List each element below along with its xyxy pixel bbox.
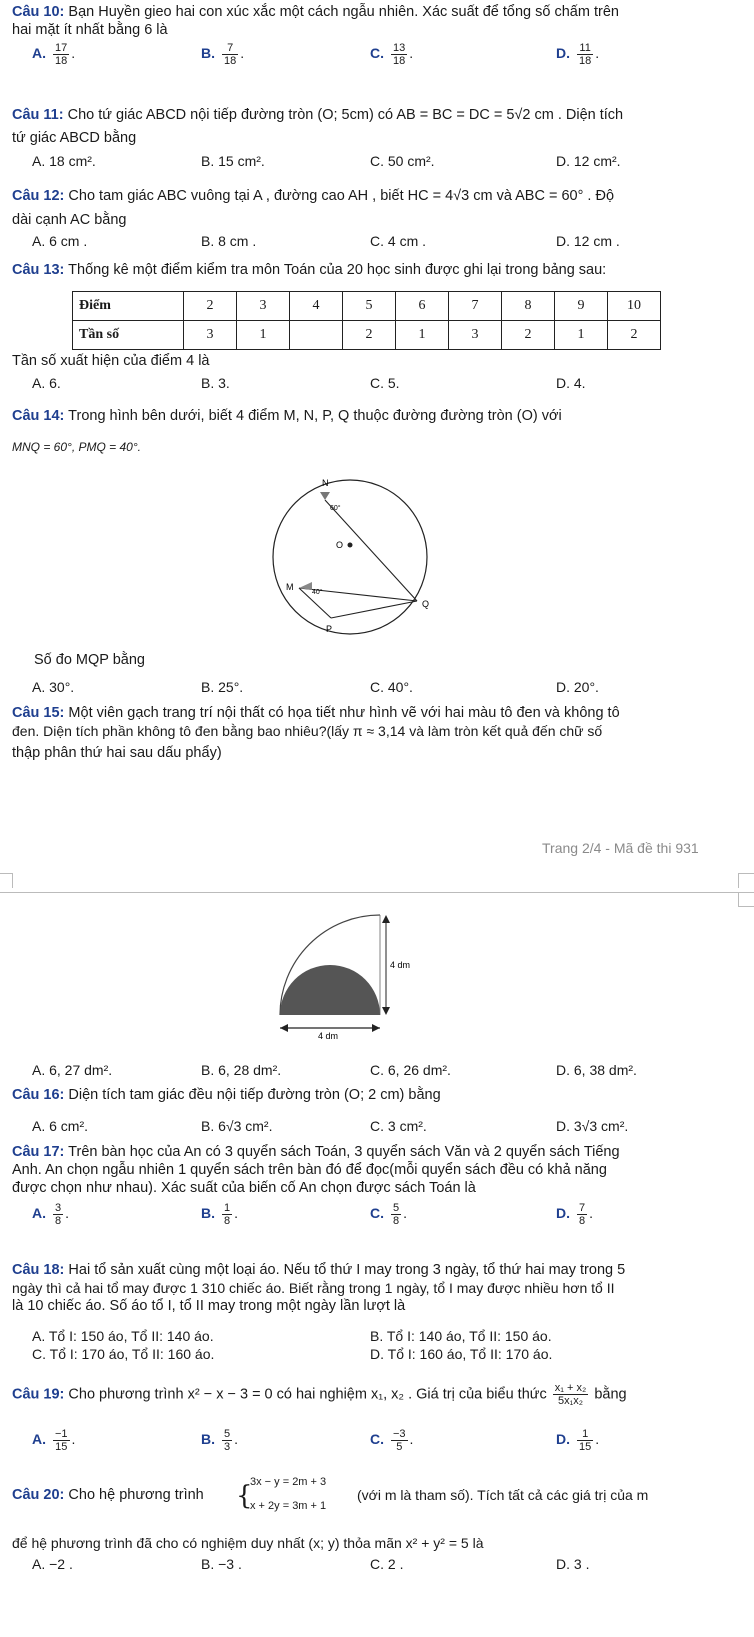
q18-option-d: D. Tổ I: 160 áo, Tổ II: 170 áo.: [370, 1346, 553, 1362]
point-q-label: Q: [422, 599, 430, 609]
q12-option-c: C. 4 cm .: [370, 233, 427, 249]
q15-option-d: D. 6, 38 dm².: [556, 1062, 637, 1078]
q20-option-b: B. −3 .: [201, 1556, 242, 1572]
score-frequency-table: [72, 291, 661, 350]
table-cell: Điểm: [73, 292, 184, 321]
angle-60-label: 60°: [330, 505, 341, 512]
q14-option-b: B. 25°.: [201, 679, 244, 695]
q10-line1: Câu 10: Bạn Huyền gieo hai con xúc xắc một cách ngẫu nhiên. Xác suất để tổng số chấm trên: [12, 4, 619, 20]
black-semicircle: [280, 965, 380, 1015]
q16-option-d: D. 3√3 cm².: [556, 1118, 629, 1134]
q19-line1: Câu 19: Cho phương trình x² − x − 3 = 0 có hai nghiệm x₁, x₂ . Giá trị của biểu thức $\frac{\text{x₁ + x₂}}{\text{5x₁x₂}}$ bằng: [12, 1382, 627, 1407]
q14-option-d: D. 20°.: [556, 679, 599, 695]
q14-option-c: C. 40°.: [370, 679, 413, 695]
q14-line3: Số đo MQP bằng: [34, 652, 145, 668]
q12-option-d: D. 12 cm .: [556, 233, 620, 249]
q19-option-c: C. $\frac{-3}{5}$ .: [370, 1428, 414, 1453]
table-cell: Tần số: [73, 321, 184, 350]
table-cell: 2: [608, 321, 661, 350]
q17-option-b: B. $\frac{1}{8}$ .: [201, 1202, 239, 1227]
q11-option-d: D. 12 cm².: [556, 153, 621, 169]
q13-option-d: D. 4.: [556, 375, 586, 391]
q13-line1: Câu 13: Thống kê một điểm kiểm tra môn Toán của 20 học sinh được ghi lại trong bảng sau:: [12, 262, 607, 278]
q19-option-a: A. $\frac{-1}{15}$ .: [32, 1428, 76, 1453]
q20-line1: Câu 20: Cho hệ phương trình: [12, 1487, 204, 1503]
q12-option-b: B. 8 cm .: [201, 233, 257, 249]
q14-option-a: A. 30°.: [32, 679, 75, 695]
page-corner-mark: [738, 892, 754, 907]
q15-line3: thập phân thứ hai sau dấu phẩy): [12, 745, 222, 761]
table-cell: 9: [555, 292, 608, 321]
q18-option-b: B. Tổ I: 140 áo, Tổ II: 150 áo.: [370, 1328, 552, 1344]
table-header-row: [73, 292, 661, 321]
q17-option-a: A. $\frac{3}{8}$ .: [32, 1202, 70, 1227]
point-o-label: O: [336, 540, 344, 550]
circle-figure: [270, 470, 450, 640]
table-cell: 6: [396, 292, 449, 321]
q18-option-a: A. Tổ I: 150 áo, Tổ II: 140 áo.: [32, 1328, 214, 1344]
q16-line1: Câu 16: Diện tích tam giác đều nội tiếp đường tròn (O; 2 cm) bằng: [12, 1087, 441, 1103]
circle-o: [273, 480, 430, 634]
table-cell: 5: [343, 292, 396, 321]
q12-option-a: A. 6 cm .: [32, 233, 88, 249]
q18-line1: Câu 18: Hai tổ sản xuất cùng một loại áo. Nếu tổ thứ I may trong 3 ngày, tổ thứ hai may trong 5: [12, 1262, 626, 1278]
q15-option-b: B. 6, 28 dm².: [201, 1062, 282, 1078]
q12-line2: dài cạnh AC bằng: [12, 212, 127, 228]
q16-option-c: C. 3 cm².: [370, 1118, 427, 1134]
tile-figure: [270, 905, 450, 1040]
page-divider: [0, 892, 754, 893]
q15-option-c: C. 6, 26 dm².: [370, 1062, 451, 1078]
q17-line3: được chọn như nhau). Xác suất của biến cố An chọn được sách Toán là: [12, 1180, 476, 1196]
angle-40-label: 40°: [312, 589, 323, 596]
point-m-label: M: [286, 582, 294, 592]
q13-option-b: B. 3.: [201, 375, 230, 391]
q14-line2: MNQ = 60°, PMQ = 40°.: [12, 440, 141, 454]
table-cell: [290, 321, 343, 350]
q15-line2: đen. Diện tích phần không tô đen bằng bao nhiêu?(lấy π ≈ 3,14 và làm tròn kết quả đến chữ số: [12, 723, 603, 739]
page-corner-mark: [0, 873, 13, 888]
q18-line2: ngày thì cả hai tổ may được 1 310 chiếc áo. Biết rằng trong 1 ngày, tổ I may được nhiều hơn tổ II: [12, 1280, 615, 1296]
table-row: [73, 321, 661, 350]
table-cell: 3: [237, 292, 290, 321]
table-cell: 1: [555, 321, 608, 350]
q17-option-c: C. $\frac{5}{8}$ .: [370, 1202, 408, 1227]
q19-option-b: B. $\frac{5}{3}$ .: [201, 1428, 239, 1453]
q11-line1: Câu 11: Cho tứ giác ABCD nội tiếp đường tròn (O; 5cm) có AB = BC = DC = 5√2 cm . Diện tích: [12, 107, 624, 123]
table-cell: 2: [184, 292, 237, 321]
q20-line1b: (với m là tham số). Tích tất cả các giá trị của m: [357, 1487, 649, 1503]
q13-option-c: C. 5.: [370, 375, 400, 391]
table-cell: 10: [608, 292, 661, 321]
q12-line1: Câu 12: Cho tam giác ABC vuông tại A , đường cao AH , biết HC = 4√3 cm và ABC = 60° . Độ: [12, 188, 615, 204]
bottom-length-label: 4 dm: [318, 1031, 339, 1040]
q19-option-d: D. $\frac{1}{15}$ .: [556, 1428, 600, 1453]
q10-option-d: D. $\frac{11}{18}$ .: [556, 42, 600, 67]
table-cell: 3: [184, 321, 237, 350]
q11-option-c: C. 50 cm².: [370, 153, 435, 169]
table-cell: 8: [502, 292, 555, 321]
point-n-label: N: [322, 478, 329, 488]
q10-option-a: A. $\frac{17}{18}$ .: [32, 42, 76, 67]
system-eq1: 3x − y = 2m + 3: [250, 1476, 327, 1488]
table-cell: 4: [290, 292, 343, 321]
table-cell: 1: [396, 321, 449, 350]
q11-option-b: B. 15 cm².: [201, 153, 265, 169]
system-brace: {: [236, 1481, 253, 1511]
q17-line1: Câu 17: Trên bàn học của An có 3 quyển sách Toán, 3 quyển sách Văn và 2 quyển sách Tiếng: [12, 1144, 620, 1160]
q16-option-b: B. 6√3 cm².: [201, 1118, 273, 1134]
q16-option-a: A. 6 cm².: [32, 1118, 89, 1134]
q13-line2: Tần số xuất hiện của điểm 4 là: [12, 353, 210, 369]
page-corner-mark: [738, 873, 754, 888]
q20-option-a: A. −2 .: [32, 1556, 73, 1572]
table-cell: 2: [502, 321, 555, 350]
q11-line2: tứ giác ABCD bằng: [12, 130, 137, 146]
q10-line2: hai mặt ít nhất bằng 6 là: [12, 22, 168, 38]
q20-option-d: D. 3 .: [556, 1556, 590, 1572]
q13-option-a: A. 6.: [32, 375, 61, 391]
q17-line2: Anh. An chọn ngẫu nhiên 1 quyển sách trên bàn đó để đọc(mỗi quyển sách đều có khả năng: [12, 1162, 607, 1178]
system-eq2: x + 2y = 3m + 1: [250, 1500, 327, 1512]
q20-option-c: C. 2 .: [370, 1556, 404, 1572]
q15-line1: Câu 15: Một viên gạch trang trí nội thất có họa tiết như hình vẽ với hai màu tô đen và không tô: [12, 705, 620, 721]
side-length-label: 4 dm: [390, 960, 411, 970]
q11-option-a: A. 18 cm².: [32, 153, 96, 169]
table-cell: 3: [449, 321, 502, 350]
q10-option-c: C. $\frac{13}{18}$ .: [370, 42, 414, 67]
page-footer: Trang 2/4 - Mã đề thi 931: [542, 840, 699, 856]
q14-line1: Câu 14: Trong hình bên dưới, biết 4 điểm M, N, P, Q thuộc đường đường tròn (O) với: [12, 408, 562, 424]
table-cell: 2: [343, 321, 396, 350]
q18-line3: là 10 chiếc áo. Số áo tổ I, tổ II may trong một ngày lần lượt là: [12, 1298, 406, 1314]
point-p-label: P: [326, 624, 333, 634]
q18-option-c: C. Tổ I: 170 áo, Tổ II: 160 áo.: [32, 1346, 215, 1362]
table-cell: 1: [237, 321, 290, 350]
q15-option-a: A. 6, 27 dm².: [32, 1062, 113, 1078]
q17-option-d: D. $\frac{7}{8}$ .: [556, 1202, 594, 1227]
q10-option-b: B. $\frac{7}{18}$ .: [201, 42, 245, 67]
table-cell: 7: [449, 292, 502, 321]
q20-line2: để hệ phương trình đã cho có nghiệm duy nhất (x; y) thỏa mãn x² + y² = 5 là: [12, 1535, 484, 1551]
